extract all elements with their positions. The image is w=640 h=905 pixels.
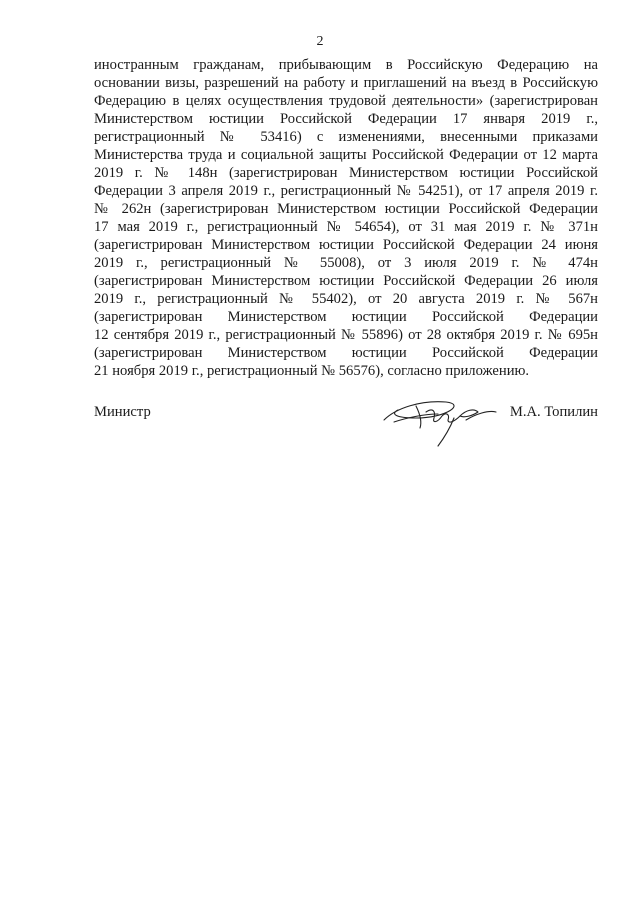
text-line: 17 мая 2019 г., регистрационный № 54654), от 31 мая 2019 г. № 371н xyxy=(94,219,598,235)
text-line: № 262н (зарегистрирован Министерством юстиции Российской Федерации xyxy=(94,201,598,217)
body-paragraph xyxy=(94,56,598,380)
text-line: (зарегистрирован Министерством юстиции Российской Федерации xyxy=(94,345,598,361)
signer-name: М.А. Топилин xyxy=(509,404,598,420)
text-line: Министерством юстиции Российской Федерации 17 января 2019 г., xyxy=(94,111,598,127)
text-line: 2019 г., регистрационный № 55008), от 3 июля 2019 г. № 474н xyxy=(94,255,598,271)
handwritten-signature xyxy=(376,388,506,448)
text-line: 2019 г., регистрационный № 55402), от 20 августа 2019 г. № 567н xyxy=(94,291,598,307)
text-line: 2019 г. № 148н (зарегистрирован Министерством юстиции Российской xyxy=(94,165,598,181)
text-line: (зарегистрирован Министерством юстиции Российской Федерации xyxy=(94,309,598,325)
position-title: Министр xyxy=(94,404,151,420)
text-line: Министерства труда и социальной защиты Российской Федерации от 12 марта xyxy=(94,147,598,163)
text-line: основании визы, разрешений на работу и приглашений на въезд в Российскую xyxy=(94,75,598,91)
text-line: (зарегистрирован Министерством юстиции Российской Федерации 24 июня xyxy=(94,237,598,253)
text-line: регистрационный № 53416) с изменениями, внесенными приказами xyxy=(94,129,598,145)
page-number: 2 xyxy=(316,34,324,49)
text-line: (зарегистрирован Министерством юстиции Российской Федерации 26 июля xyxy=(94,273,598,289)
text-line: Федерацию в целях осуществления трудовой деятельности» (зарегистрирован xyxy=(94,93,598,109)
signature-block xyxy=(94,396,598,456)
text-line: Федерации 3 апреля 2019 г., регистрационный № 54251), от 17 апреля 2019 г. xyxy=(94,183,598,199)
text-line: 21 ноября 2019 г., регистрационный № 56576), согласно приложению. xyxy=(94,363,530,379)
text-line: 12 сентября 2019 г., регистрационный № 55896) от 28 октября 2019 г. № 695н xyxy=(94,327,598,343)
text-line: иностранным гражданам, прибывающим в Российскую Федерацию на xyxy=(94,57,598,73)
